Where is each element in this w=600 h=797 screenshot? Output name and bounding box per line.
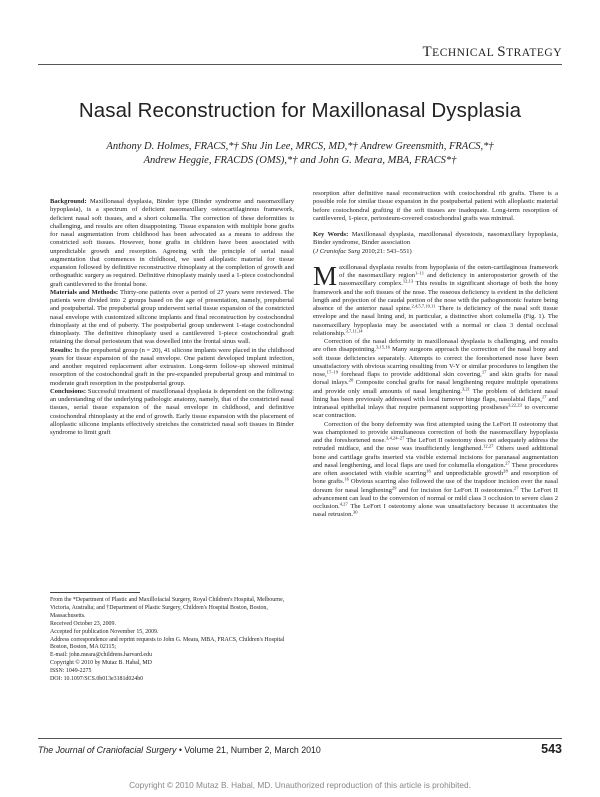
citation-ref: 3,15,16 <box>376 344 390 350</box>
citation-ref: 17 <box>481 369 487 375</box>
article-title: Nasal Reconstruction for Maxillonasal Dysplasia <box>78 99 522 122</box>
footnote-rule <box>50 592 140 593</box>
author-line: Andrew Heggie, FRACDS (OMS),*† and John G. Meara, MBA, FRACS*† <box>143 154 457 166</box>
copyright-notice: Copyright © 2010 Mutaz B. Habal, MD. Unauthorized reproduction of this article is prohibited. <box>129 780 471 790</box>
journal-footer <box>38 745 321 755</box>
citation-ref: 17–19 <box>326 369 339 375</box>
citation-ref: 29 <box>391 485 397 490</box>
section-label: Conclusions: <box>50 387 87 395</box>
citation-ref: 3,21 <box>461 386 470 391</box>
abstract-text: Maxillonasal dysplasia, Binder type (Binder syndrome and nasomaxillary hypoplasia), is a spectrum of deficient nasomaxillary osteocartilaginous framework, deficient nasal soft tissues, and a short columella. The correction of these deformities is challenging, and results are often disappointing. Tissue expansion with multiple bone grafts for nasal augmentation from childhood has been advocated as a means to address the constricted soft tissues. However, bone grafts in children have been associated with unpredictable growth and resorption. Agreeing with the principle of serial nasal augmentation that commences in childhood, we used alloplastic material for tissue expansion followed by definitive reconstructive rhinoplasty at the completion of growth and orthognathic surgery as required. Definitive rhinoplasty mainly used a 1-piece costochondral graft cantilevered to the frontal bone. <box>50 198 294 288</box>
body-paragraph-2: Correction of the nasal deformity in maxillonasal dysplasia is challenging, and results are often disappointing.$^{3,15,16}$ Many surgeons approach the correction of the nasal bony and soft tissue deficiencies separately. Attempts to correct the foreshortened nose have been unsatisfactory with obvious scarring resulting from V-Y or similar procedures to lengthen the nose,$^{17-19}$ forehead flaps to provide additional skin covering,$^{17}$ and skin grafts for nasal dorsal inlays.$^{20}$ Composite conchal grafts for nasal lengthening require multiple operations and provide only small amounts of nasal lengthening.$^{3,21}$ The problem of deficient nasal lining has been previously addressed with local turnover hinge flaps, nasolabial flaps,$^{17}$ and intranasal epithelial inlays that require permanent supporting prostheses$^{3,22,23}$ to overcome scar contraction. <box>313 338 559 420</box>
citation-ref: 3,4,24–27 <box>386 435 405 441</box>
correspondence-email: E-mail: john.meara@childrens.harvard.edu <box>50 652 152 659</box>
section-label: Results: <box>50 346 73 354</box>
page-number: 543 <box>541 742 562 756</box>
citation-ref: 2,4,5,7,10,11 <box>411 303 436 309</box>
citation-ref: 3,7,11,14 <box>345 328 363 334</box>
abstract-background <box>50 198 294 289</box>
author-line: Anthony D. Holmes, FRACS,*† Shu Jin Lee, MRCS, MD,*† Andrew Greensmith, FRACS,*† <box>106 141 494 152</box>
heading-initial: T <box>422 44 433 60</box>
header-rule <box>38 64 562 65</box>
author-list <box>60 140 540 167</box>
abstract-text: Thirty-one patients over a period of 27 years were reviewed. The patients were divided into 2 groups based on the age of presentation, namely, prepubertal and postpubertal. The prepubertal group underwent serial tissue expansion of the constricted nasal envelope with customized silicone implants and final reconstruction by costochondral rhinoplasty at the end of puberty. The postpubertal group underwent 1-stage costochondral rhinoplasty. The definitive rhinoplasty used a cantilevered 1-piece costochondral graft retaining the dorsal periosteum that was dowelled into the frontal sinus wall. <box>50 288 294 346</box>
footer-rule <box>38 738 562 739</box>
keywords-text: Maxillonasal dysplasia, maxillonasal dysostosis, nasomaxillary hypoplasia, Binder syndrome, Binder association <box>313 231 558 247</box>
citation-ref: 27 <box>513 485 519 490</box>
heading-rest: TRATEGY <box>506 47 562 59</box>
citation-ref: 4,27 <box>339 501 348 507</box>
citation-ref: 16 <box>344 476 349 482</box>
copyright-line: Copyright © 2010 by Mutaz B. Habal, MD <box>50 660 152 667</box>
abstract-conclusions <box>50 388 294 438</box>
correspondence-address: Address correspondence and reprint requests to John G. Meara, MBA, FRACS, Children's Hospital Boston, Boston, MA 02115; <box>50 636 285 651</box>
section-heading <box>423 44 563 61</box>
doi: DOI: 10.1097/SCS.0b013e3181d024b0 <box>50 676 144 683</box>
citation-ref: 30 <box>353 509 358 515</box>
journal-issue: • Volume 21, Number 2, March 2010 <box>176 745 321 755</box>
heading-rest: ECHNICAL <box>432 47 498 59</box>
citation-ref: 3,22,23 <box>508 402 522 408</box>
citation-ref: 12,27 <box>483 443 494 449</box>
abstract-results <box>50 347 294 388</box>
affiliation-line: From the *Department of Plastic and Maxillofacial Surgery, Royal Children's Hospital, Melbourne, Victoria, Australia; and †Department of Plastic Surgery, Children's Hospital Boston, Boston, Massachusetts. <box>50 597 285 619</box>
citation-ref: 1–11 <box>415 270 425 276</box>
section-label: Background: <box>50 198 87 205</box>
citation-ref: 20 <box>348 377 354 383</box>
issn: ISSN: 1049-2275 <box>50 668 92 675</box>
abstract-continued: resorption after definitive nasal reconstruction with costochondral rib grafts. There is a possible role for similar tissue expansion in the postpubertal patient with alloplastic material before costochondral grafting if the soft tissues are inadequate. Long-term resorption of cantilevered, 1-piece, periosteum-covered costochondral grafts was minimal. <box>313 190 558 222</box>
body-paragraph-3: Correction of the bony deformity was first attempted using the LeFort II osteotomy that was championed to provide simultaneous correction of both the nasomaxillary hypoplasia and the foreshortened nose.$^{3,4,24-27}$ The LeFort II osteotomy does not adequately address the retruded midface, and the nose was insufficiently lengthened.$^{12,27}$ Others used additional bone and cartilage grafts inserted via visible external incisions for paranasal augmentation and nasal lengthening, and local flaps are used for columella elongation.$^{27}$ These procedures are often associated with visible scarring$^{16}$ and unpredictable growth$^{28}$ and resorption of bone grafts.$^{16}$ Obvious scarring also followed the use of the trapdoor incision over the nasal dorsum for nasal lengthening$^{29}$ and for incision for LeFort II osteotomies.$^{27}$ The LeFort II advancement can lead to the conversion of normal or mild class 3 occlusion to severe class 2 occlusion.$^{4,27}$ The LeFort I osteotomy alone was unsatisfactory because it accentuates the nasal retrusion.$^{30}$ <box>313 420 559 519</box>
citation-ref: 27 <box>505 460 510 466</box>
abstract-methods <box>50 289 294 347</box>
affiliation-footnote <box>50 597 294 684</box>
section-label: Materials and Methods: <box>50 288 119 296</box>
citation-ref: 28 <box>503 468 508 474</box>
body-paragraph-1: Maxillonasal dysplasia results from hypoplasia of the osten-cartilaginous framework of the nasomaxillary region$^{1-11}$ and deficiency in anteroposterior growth of the nasomaxillary complex.$^{12,13}$ This results in significant shortage of both the bony framework and the soft tissues of the nose. The osseous deficiency is evident in the deficient length and projection of the caudal portion of the nose with the pathognomonic feature being absence of the anterior nasal spine.$^{2,4,5,7,10,11}$ There is deficiency of the nasal soft tissue envelope and the nasal lining and, in particular, a distinctive short columella (Fig. 1). The nasomaxillary hypoplasia may be associated with a normal or class 3 dental occlusal relationship.$^{3,7,11,14}$ <box>313 260 559 337</box>
accepted-date: Accepted for publication November 15, 2009. <box>50 628 159 635</box>
section-label: Key Words: <box>313 231 349 238</box>
citation-ref: 16 <box>426 468 431 474</box>
citation-ref: 17 <box>541 394 547 400</box>
keywords <box>313 231 558 248</box>
received-date: Received October 23, 2009. <box>50 620 116 627</box>
abstract-column <box>50 198 294 437</box>
journal-name: The Journal of Craniofacial Surgery <box>38 745 177 755</box>
abstract-text: In the prepubertal group (n = 20), 41 silicone implants were placed in the childhood years for tissue expansion of the nasal envelope. One patient developed implant infection, and another required replacement after extrusion. Long-term follow-up showed minimal resorption of the costochondral graft in the pre-expanded prepubertal group and minimal to moderate graft resorption in the postpubertal group. <box>50 346 295 387</box>
citation: (J Craniofac Surg 2010;21: 543–551) <box>313 247 412 255</box>
citation-journal: J Craniofac Surg <box>315 247 361 255</box>
citation-ref: 12,13 <box>402 278 414 284</box>
citation-details: 2010;21: 543–551 <box>361 247 410 255</box>
drop-cap: M <box>313 260 338 291</box>
body-column <box>313 190 558 520</box>
heading-initial: S <box>497 44 507 60</box>
abstract-text: Successful treatment of maxillonasal dysplasia is dependent on the following: an understanding of the underlying pathologic anatomy, namely, that of the constricted nasal tissues, serial tissue expansion of the nasal envelope in childhood, and definitive costochondral rhinoplasty at the end of growth. Early tissue expansion with the placement of alloplastic silicone implants effectively stretches the constricted nasal soft tissues in Binder syndrome to limit graft <box>50 387 294 436</box>
